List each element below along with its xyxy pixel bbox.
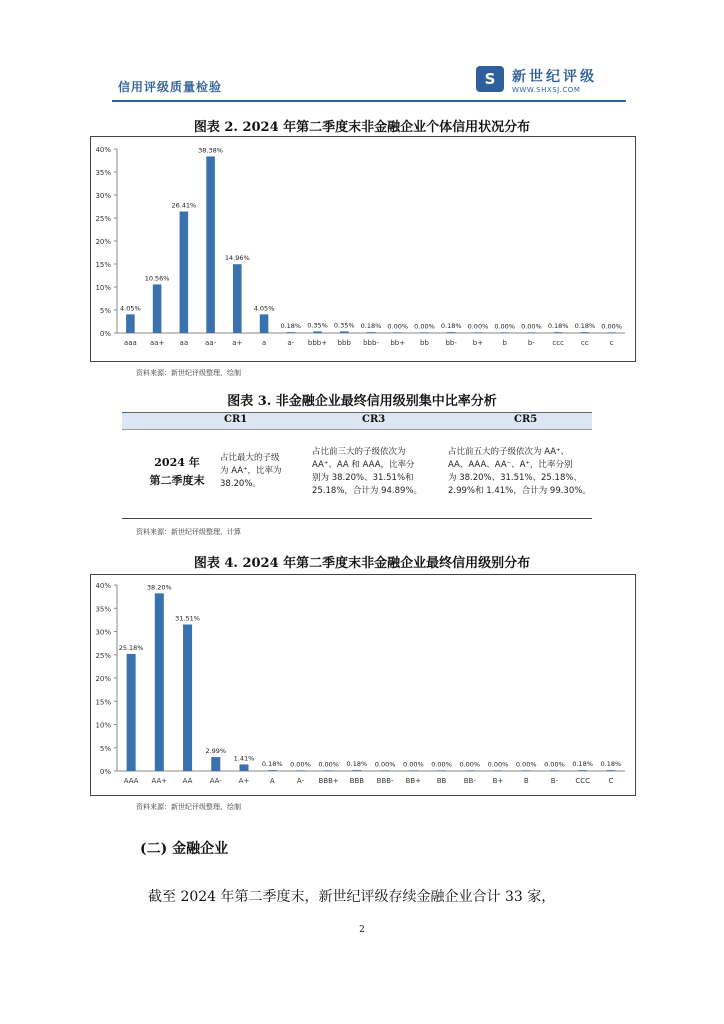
figure4-frame [90, 574, 636, 796]
data-label: 0.00% [414, 322, 435, 331]
data-label: 0.00% [290, 760, 311, 769]
cr5-line: 占比前五大的子级依次为 AA⁺、 [448, 447, 570, 457]
bar [183, 624, 192, 771]
data-label: 0.00% [544, 760, 565, 769]
bar [211, 757, 220, 771]
bar [409, 770, 418, 771]
data-label: 38.20% [146, 583, 172, 592]
bar [493, 770, 502, 771]
data-label: 0.00% [521, 322, 542, 331]
x-tick-label: BB- [463, 777, 476, 785]
bar [554, 332, 563, 333]
data-label: 0.00% [459, 760, 481, 769]
table-header-cr5: CR5 [514, 414, 538, 425]
x-tick-label: B [523, 777, 529, 785]
figure4-title: 图表 4. 2024 年第二季度末非金融企业最终信用级别分布 [193, 556, 531, 571]
x-tick-label: bbb- [363, 339, 379, 347]
bar [381, 770, 390, 771]
cr3-line: 25.18%，合计为 94.89%。 [312, 486, 423, 496]
data-label: 0.18% [572, 760, 593, 769]
y-tick-label: 25% [95, 651, 111, 660]
bar [340, 331, 349, 333]
y-tick-label: 25% [95, 215, 111, 223]
bar [581, 332, 590, 333]
bar [268, 770, 277, 771]
bar [606, 770, 615, 771]
x-tick-label: a- [287, 339, 295, 347]
data-label: 0.00% [431, 760, 452, 769]
bar [155, 593, 164, 771]
data-label: 4.05% [120, 304, 141, 313]
cr3-line: 占比前三大的子级依次为 [312, 447, 406, 457]
y-tick-label: 30% [95, 192, 111, 200]
x-tick-label: AA+ [151, 777, 168, 785]
cr3-line: AA⁺、AA 和 AAA，比率分 [312, 460, 415, 470]
bar [287, 332, 296, 333]
data-label: 0.00% [494, 322, 516, 331]
data-label: 0.00% [374, 760, 396, 769]
data-label: 31.51% [175, 614, 200, 623]
bar [352, 770, 361, 771]
data-label: 0.35% [307, 321, 328, 330]
x-tick-label: b- [527, 339, 535, 347]
y-tick-label: 5% [99, 307, 111, 315]
bar [260, 314, 269, 333]
bar [527, 332, 536, 333]
data-label: 0.18% [360, 322, 382, 331]
data-label: 0.18% [547, 322, 569, 331]
bar [550, 770, 559, 771]
data-label: 0.18% [280, 322, 302, 331]
x-tick-label: ccc [552, 339, 564, 347]
figure2-source: 资料来源：新世纪评级整理、绘制 [136, 369, 241, 377]
x-tick-label: aa+ [149, 339, 165, 347]
data-label: 25.18% [118, 643, 144, 652]
header-divider [112, 100, 626, 102]
figure2-frame [90, 136, 636, 362]
x-tick-label: BB+ [405, 777, 422, 785]
cr5-line: 2.99%和 1.41%，合计为 99.30%。 [448, 486, 591, 496]
cr1-line: 38.20%。 [220, 479, 261, 489]
table-cell-cr3 [312, 446, 422, 498]
header-section-title: 信用评级质量检验 [118, 80, 223, 94]
data-label: 0.18% [440, 322, 462, 331]
y-tick-label: 30% [95, 628, 111, 637]
bar [607, 332, 616, 333]
y-tick-label: 20% [95, 238, 111, 246]
x-tick-label: cc [581, 339, 589, 347]
data-label: 26.41% [171, 201, 197, 210]
y-tick-label: 35% [95, 605, 111, 614]
bar [296, 770, 305, 771]
section-paragraph: 截至 2024 年第二季度末，新世纪评级存续金融企业合计 33 家， [148, 889, 556, 905]
data-label: 4.05% [253, 304, 275, 313]
bar [522, 770, 531, 771]
data-label: 10.56% [144, 274, 170, 283]
y-tick-label: 15% [95, 698, 111, 707]
data-label: 0.00% [403, 760, 424, 769]
bar [239, 764, 248, 771]
data-label: 2.99% [205, 747, 227, 756]
bar [233, 264, 242, 333]
x-tick-label: a [261, 339, 267, 347]
data-label: 0.18% [574, 322, 596, 331]
x-tick-label: AA- [209, 777, 222, 785]
y-tick-label: 10% [95, 721, 111, 730]
data-label: 0.18% [261, 760, 283, 769]
data-label: 38.38% [198, 146, 223, 155]
x-tick-label: C [608, 777, 614, 785]
y-tick-label: 40% [95, 146, 111, 154]
x-tick-label: CCC [575, 777, 591, 785]
x-tick-label: bbb+ [307, 339, 328, 347]
data-label: 0.00% [601, 322, 622, 331]
company-logo-url: WWW.SHXSJ.COM [512, 86, 581, 94]
bar [127, 654, 136, 771]
x-tick-label: BB [436, 777, 447, 785]
data-label: 0.35% [333, 321, 355, 330]
x-tick-label: b+ [472, 339, 484, 347]
data-label: 0.18% [346, 760, 368, 769]
company-logo-name: 新世纪评级 [512, 69, 597, 85]
bar [474, 332, 483, 333]
bar [324, 770, 333, 771]
x-tick-label: bb [420, 339, 429, 347]
figure2-title: 图表 2. 2024 年第二季度末非金融企业个体信用状况分布 [193, 120, 531, 135]
bar [313, 331, 322, 333]
cr1-line: 为 AA⁺，比率为 [220, 466, 282, 476]
x-tick-label: A [269, 777, 275, 785]
bar [437, 770, 446, 771]
cr3-line: 别为 38.20%、31.51%和 [312, 473, 414, 483]
y-tick-label: 40% [95, 582, 111, 590]
figure4-chart [91, 575, 635, 795]
cr5-line: AA、AAA、AA⁻、A⁺，比率分别 [448, 460, 573, 470]
bar [206, 156, 215, 333]
page-number: 2 [359, 925, 365, 935]
y-tick-label: 0% [99, 330, 111, 338]
x-tick-label: BBB [349, 777, 365, 785]
x-tick-label: aaa [123, 339, 137, 347]
figure3-title: 图表 3. 非金融企业最终信用级别集中比率分析 [227, 394, 497, 409]
table-header-cr1: CR1 [224, 414, 248, 425]
cr5-line: 为 38.20%、31.51%、25.18%、 [448, 473, 582, 483]
bar [578, 770, 587, 771]
figure4-source: 资料来源：新世纪评级整理、绘制 [136, 803, 241, 811]
company-logo-icon: S [476, 66, 504, 92]
figure3-source: 资料来源：新世纪评级整理、计算 [136, 528, 241, 536]
table-cell-cr1 [220, 452, 282, 491]
x-tick-label: AAA [123, 777, 139, 785]
x-tick-label: BBB+ [318, 777, 339, 785]
bar [420, 332, 429, 333]
bar [465, 770, 474, 771]
y-tick-label: 0% [99, 768, 111, 776]
data-label: 0.00% [387, 322, 409, 331]
bar [367, 332, 376, 333]
x-tick-label: B+ [492, 777, 504, 785]
data-label: 0.00% [487, 760, 509, 769]
x-tick-label: b [502, 339, 507, 347]
x-tick-label: bb- [445, 339, 457, 347]
x-tick-label: aa- [205, 339, 217, 347]
x-tick-label: A+ [238, 777, 250, 785]
table-row-label [142, 454, 212, 490]
x-tick-label: bbb [337, 339, 351, 347]
bar [153, 284, 162, 333]
y-tick-label: 5% [99, 744, 111, 753]
x-tick-label: B- [550, 777, 559, 785]
data-label: 0.00% [467, 322, 489, 331]
data-label: 0.18% [600, 760, 622, 769]
table-header-cr3: CR3 [362, 414, 386, 425]
bar [126, 314, 135, 333]
y-tick-label: 15% [95, 261, 111, 269]
bar [500, 332, 509, 333]
y-tick-label: 35% [95, 169, 111, 177]
y-tick-label: 20% [95, 675, 111, 683]
bar [447, 332, 456, 333]
cr1-line: 占比最大的子级 [220, 453, 280, 463]
table-row-label-period: 第二季度末 [149, 474, 205, 487]
data-label: 14.96% [224, 254, 250, 263]
x-tick-label: BBB- [376, 777, 394, 785]
table-row-label-year: 2024 年 [154, 456, 200, 469]
x-tick-label: AA [182, 777, 193, 785]
y-tick-label: 10% [95, 284, 111, 292]
bar [180, 212, 189, 333]
x-tick-label: A- [296, 777, 305, 785]
x-tick-label: c [609, 339, 614, 347]
table-bottom-rule [122, 518, 592, 519]
x-tick-label: bb+ [390, 339, 406, 347]
x-tick-label: a+ [232, 339, 243, 347]
table-cell-cr5 [448, 446, 591, 498]
x-tick-label: aa [179, 339, 189, 347]
data-label: 0.00% [515, 760, 537, 769]
table-header-row [122, 412, 592, 430]
figure2-chart [91, 137, 635, 361]
bar [393, 332, 402, 333]
data-label: 0.00% [318, 760, 339, 769]
section-title: (二) 金融企业 [140, 841, 229, 857]
data-label: 1.41% [233, 754, 255, 763]
